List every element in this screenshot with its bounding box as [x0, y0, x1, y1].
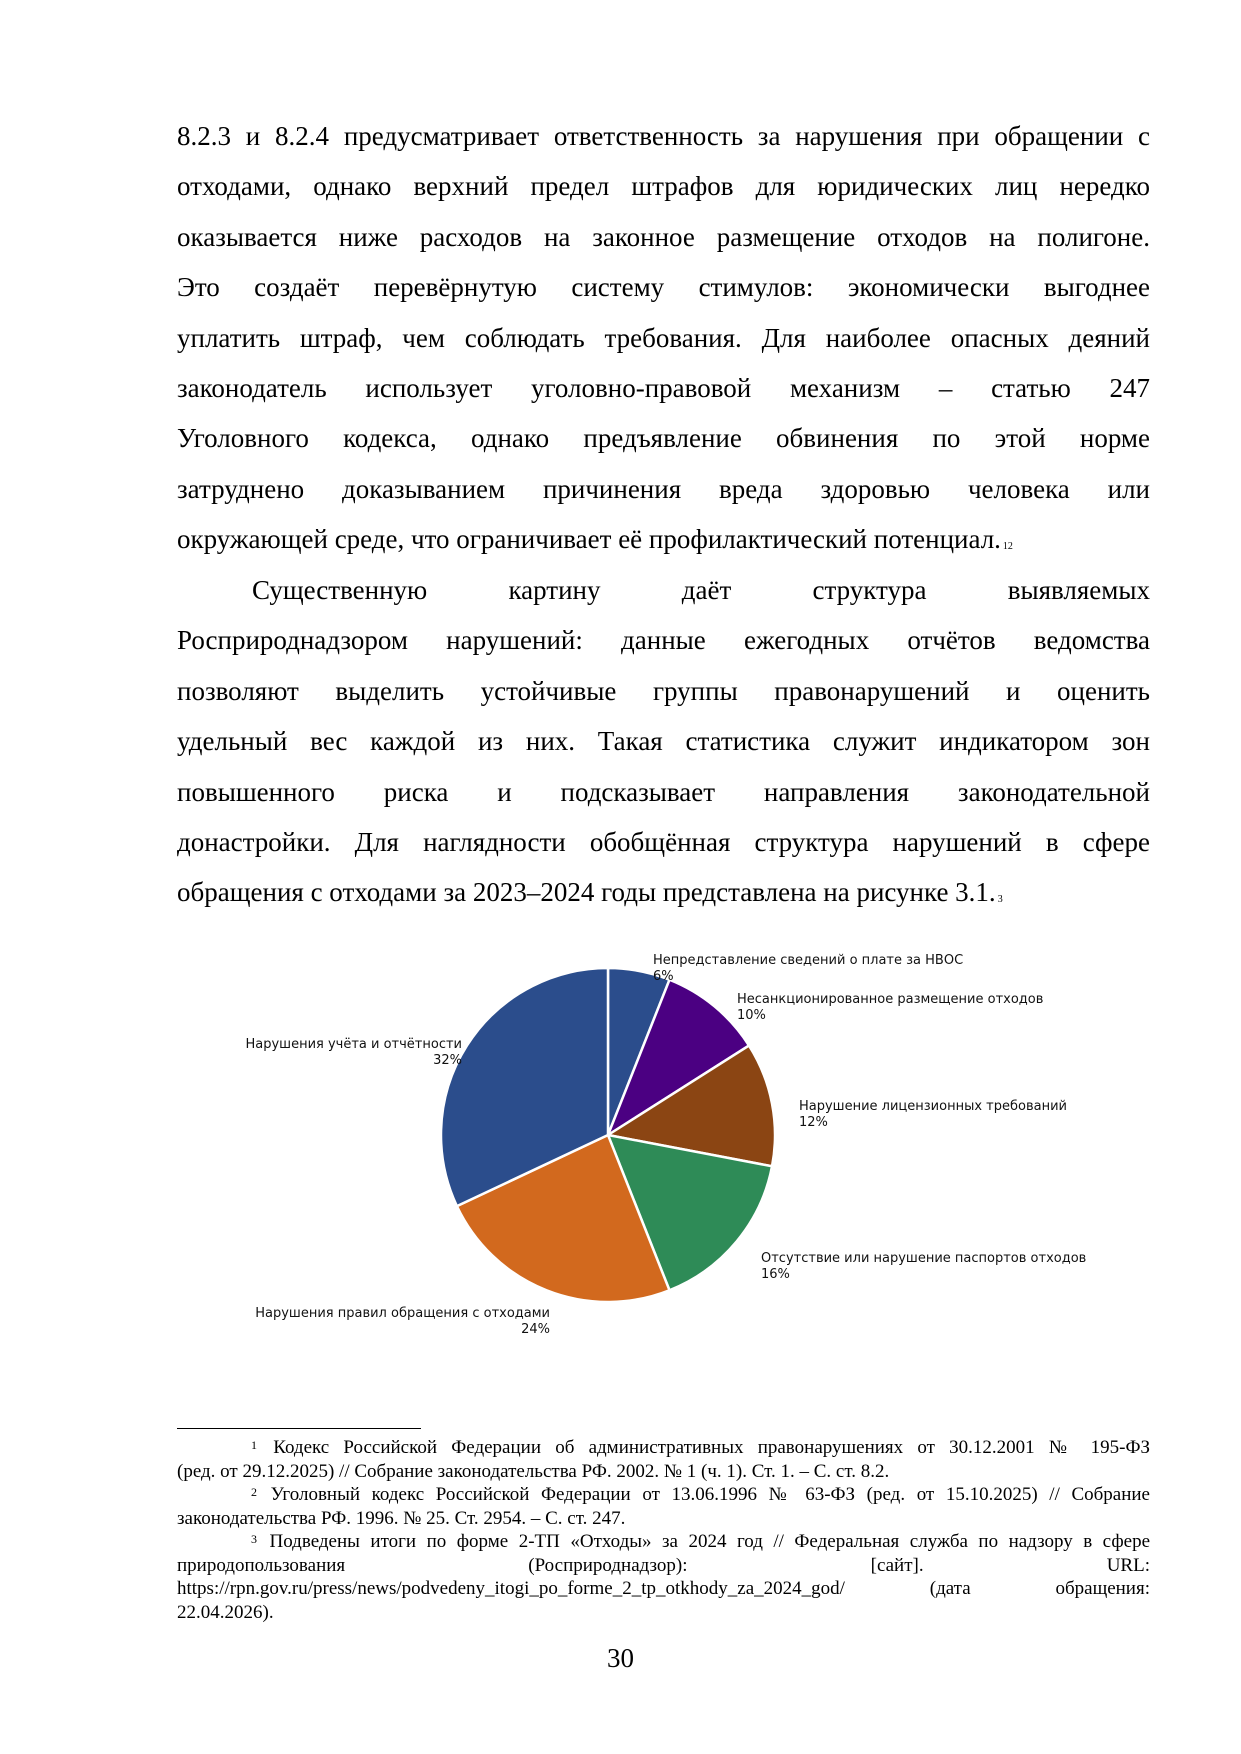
text-line: затруднено доказыванием причинения вреда здоровью человека или	[177, 473, 1150, 504]
slice-percent-label: 24%	[521, 1322, 550, 1337]
footnote-text: Уголовный кодекс Российской Федерации от 13.06.1996 № 63-ФЗ (ред. от 15.10.2025) // Собрание	[270, 1484, 1150, 1505]
footnote-3	[177, 1530, 1150, 1624]
text-line: законодатель использует уголовно-правовой механизм – статью 247	[177, 372, 1150, 403]
slice-label: Нарушения правил обращения с отходами	[255, 1306, 550, 1321]
footnote-line: природопользования (Росприроднадзор): [сайт]. URL:	[177, 1554, 1150, 1576]
text-line: Уголовного кодекса, однако предъявление обвинения по этой норме	[177, 423, 1150, 454]
text-line: донастройки. Для наглядности обобщённая структура нарушений в сфере	[177, 826, 1150, 857]
slice-percent-label: 6%	[653, 969, 674, 984]
pie-chart-svg	[177, 930, 1150, 1350]
footnote-mark: 3	[251, 1532, 257, 1546]
slice-percent-label: 12%	[799, 1115, 828, 1130]
footnote-text: Кодекс Российской Федерации об административных правонарушениях от 30.12.2001 № 195-ФЗ	[273, 1437, 1150, 1458]
footnote-separator	[177, 1428, 421, 1429]
body-paragraph-1	[177, 111, 1150, 565]
footnote-line	[177, 1436, 1150, 1460]
text-line: Существенную картину даёт структура выявляемых	[252, 575, 1150, 605]
footnote-mark: 1	[251, 1438, 257, 1452]
footnotes	[177, 1436, 1150, 1624]
footnote-reference[interactable]: 3	[997, 894, 1003, 906]
footnote-reference[interactable]: 12	[1002, 541, 1013, 553]
text-line-last	[177, 867, 1150, 917]
text-line-last	[177, 514, 1150, 564]
text-line: оказывается ниже расходов на законное размещение отходов на полигоне.	[177, 221, 1150, 252]
slice-label: Несанкционированное размещение отходов	[737, 992, 1044, 1007]
slice-label: Нарушение лицензионных требований	[799, 1099, 1067, 1114]
footnote-line: (ред. от 29.12.2025) // Собрание законодательства РФ. 2002. № 1 (ч. 1). Ст. 1. – С. ст. 8.2.	[177, 1460, 890, 1482]
text-line-content: обращения с отходами за 2023–2024 годы представлена на рисунке 3.1.	[177, 877, 996, 908]
text-line: отходами, однако верхний предел штрафов для юридических лиц нередко	[177, 171, 1150, 202]
footnote-line: законодательства РФ. 1996. № 25. Ст. 2954. – С. ст. 247.	[177, 1507, 626, 1529]
footnote-mark: 2	[251, 1485, 257, 1499]
footnote-line	[177, 1483, 1150, 1507]
text-line: удельный вес каждой из них. Такая статистика служит индикатором зон	[177, 726, 1150, 757]
slice-label: Непредставление сведений о плате за НВОС	[653, 953, 964, 968]
body-paragraph-2	[177, 565, 1150, 918]
slice-label: Отсутствие или нарушение паспортов отходов	[761, 1251, 1087, 1266]
text-line-content: окружающей среде, что ограничивает её профилактический потенциал.	[177, 524, 1001, 555]
footnote-1	[177, 1436, 1150, 1483]
text-line: 8.2.3 и 8.2.4 предусматривает ответственность за нарушения при обращении с	[177, 121, 1150, 151]
footnote-line: 22.04.2026).	[177, 1601, 274, 1623]
text-line: Это создаёт перевёрнутую систему стимулов: экономически выгоднее	[177, 272, 1150, 303]
footnote-line	[177, 1530, 1150, 1554]
text-line: уплатить штраф, чем соблюдать требования. Для наиболее опасных деяний	[177, 322, 1150, 353]
text-line: позволяют выделить устойчивые группы правонарушений и оценить	[177, 675, 1150, 706]
footnote-2	[177, 1483, 1150, 1530]
slice-percent-label: 16%	[761, 1267, 790, 1282]
footnote-line[interactable]: https://rpn.gov.ru/press/news/podvedeny_itogi_po_forme_2_tp_otkhody_za_2024_god/ (дата обращения:	[177, 1578, 1150, 1599]
pie-chart	[177, 930, 1150, 1350]
slice-label: Нарушения учёта и отчётности	[245, 1037, 462, 1052]
text-line: повышенного риска и подсказывает направления законодательной	[177, 776, 1150, 807]
text-line: Росприроднадзором нарушений: данные ежегодных отчётов ведомства	[177, 625, 1150, 656]
footnote-text: Подведены итоги по форме 2-ТП «Отходы» за 2024 год // Федеральная служба по надзору в сфере	[269, 1531, 1151, 1552]
slice-percent-label: 10%	[737, 1008, 766, 1023]
slice-percent-label: 32%	[433, 1053, 462, 1068]
page-number: 30	[607, 1643, 634, 1673]
